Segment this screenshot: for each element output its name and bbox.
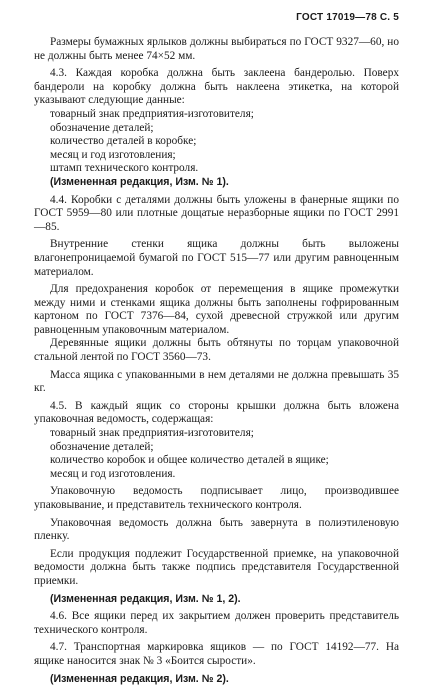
amendment-note: (Измененная редакция, Изм. № 1). bbox=[50, 175, 229, 188]
amendment-note: (Измененная редакция, Изм. № 2). bbox=[50, 672, 229, 685]
amendment-note: (Измененная редакция, Изм. № 1, 2). bbox=[50, 592, 241, 605]
paragraph: Если продукция подлежит Государственной приемке, на упаковочной ведомости должна быть также подпись представителя Государственной приемки. bbox=[34, 547, 399, 587]
paragraph: 4.7. Транспортная маркировка ящиков — по ГОСТ 14192—77. На ящике наносится знак № 3 «Боится сырости». bbox=[34, 641, 399, 667]
paragraph: Упаковочная ведомость должна быть завернута в полиэтиленовую пленку. bbox=[34, 516, 399, 543]
list-item: штамп технического контроля. bbox=[50, 162, 199, 175]
paragraph: 4.5. В каждый ящик со стороны крышки должна быть вложена упаковочная ведомость, содержащая: bbox=[34, 399, 399, 426]
page-header: ГОСТ 17019—78 С. 5 bbox=[296, 12, 399, 23]
list-item: количество коробок и общее количество деталей в ящике; bbox=[50, 454, 329, 467]
paragraph: 4.6. Все ящики перед их закрытием должен проверить представитель технического контроля. bbox=[34, 610, 399, 636]
paragraph: 4.4. Коробки с деталями должны быть уложены в фанерные ящики по ГОСТ 5959—80 или плотные дощатые неразборные ящики по ГОСТ 2991—85. bbox=[34, 193, 399, 233]
list-item: товарный знак предприятия-изготовителя; bbox=[50, 427, 254, 440]
paragraph: Деревянные ящики должны быть обтянуты по торцам упаковочной стальной лентой по ГОСТ 3560—73. bbox=[34, 337, 399, 364]
list-item: обозначение деталей; bbox=[50, 121, 154, 134]
paragraph: Размеры бумажных ярлыков должны выбираться по ГОСТ 9327—60, но не должны быть менее 74×52 мм. bbox=[34, 36, 399, 62]
paragraph: 4.3. Каждая коробка должна быть заклеена бандеролью. Поверх бандероли на коробку должна быть наклеена этикетка, на которой указывают следующие данные: bbox=[34, 67, 399, 107]
list-item: обозначение деталей; bbox=[50, 440, 154, 453]
list-item: количество деталей в коробке; bbox=[50, 135, 197, 148]
paragraph: Внутренние стенки ящика должны быть выложены влагонепроницаемой бумагой по ГОСТ 515—77 или другим равноценным материалом. bbox=[34, 238, 399, 278]
paragraph: Упаковочную ведомость подписывает лицо, производившее упаковывание, и представитель технического контроля. bbox=[34, 485, 399, 511]
list-item: месяц и год изготовления. bbox=[50, 467, 176, 480]
list-item: товарный знак предприятия-изготовителя; bbox=[50, 107, 254, 120]
document-body bbox=[34, 36, 399, 686]
paragraph: Для предохранения коробок от перемещения в ящике промежутки между ними и стенками ящика должны быть заполнены гофрированным картоном по ГОСТ 7376—84, сухой древесной стружкой или другим равноценным упаковочным материалом. bbox=[34, 283, 399, 336]
paragraph: Масса ящика с упакованными в нем деталями не должна превышать 35 кг. bbox=[34, 368, 399, 395]
list-item: месяц и год изготовления; bbox=[50, 148, 176, 161]
